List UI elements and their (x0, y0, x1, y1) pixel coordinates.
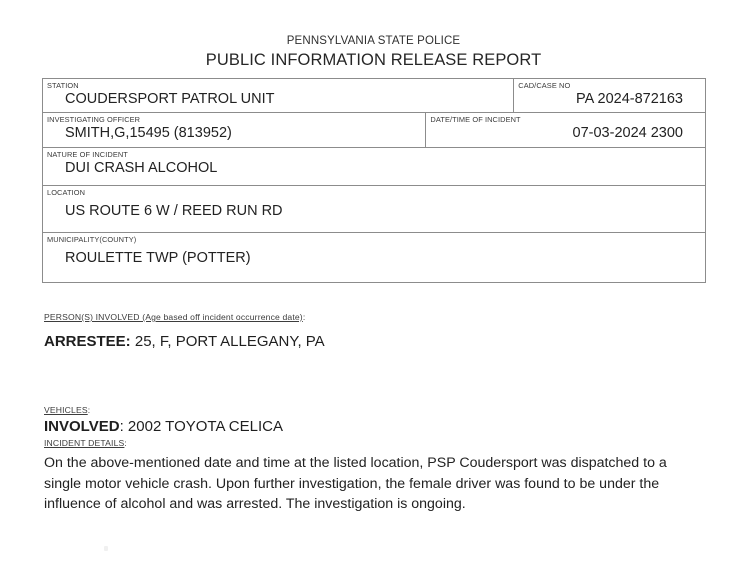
field-cad-case-no-label: CAD/CASE NO (518, 81, 571, 90)
field-nature-of-incident-label: NATURE OF INCIDENT (47, 150, 128, 159)
vehicles-label-colon: : (87, 405, 91, 415)
field-station (43, 79, 513, 112)
vehicles-section (44, 405, 283, 437)
incident-form-table (42, 78, 706, 283)
field-municipality-county-value: ROULETTE TWP (POTTER) (65, 250, 251, 266)
incident-details-section (44, 438, 704, 515)
vehicles-label-text: VEHICLES (44, 405, 88, 415)
field-date-time-of-incident-value: 07-03-2024 2300 (572, 125, 683, 141)
incident-narrative: On the above-mentioned date and time at the listed location, PSP Coudersport was dispatched to a single motor vehicle crash. Upon further investigation, the female driver was found to be under the influence of alcohol and was arrested. The investigation is ongoing. (44, 455, 667, 512)
persons-involved-label-text: PERSON(S) INVOLVED (Age based off incident occurrence date) (44, 312, 303, 322)
field-date-time-of-incident-label: DATE/TIME OF INCIDENT (430, 115, 521, 124)
vehicles-label (44, 405, 283, 416)
field-location-label: LOCATION (47, 188, 86, 197)
field-station-label: STATION (47, 81, 79, 90)
form-row-municipality (43, 233, 705, 282)
vehicle-role: INVOLVED (44, 418, 120, 435)
agency-name: PENNSYLVANIA STATE POLICE (286, 35, 461, 47)
field-nature-of-incident-value: DUI CRASH ALCOHOL (65, 160, 218, 176)
vehicle-detail: : 2002 TOYOTA CELICA (119, 418, 283, 435)
incident-details-label-colon: : (124, 438, 127, 448)
field-investigating-officer (43, 113, 425, 147)
arrestee-role: ARRESTEE: (44, 333, 131, 350)
field-nature-of-incident (43, 148, 705, 185)
field-cad-case-no-value: PA 2024-872163 (576, 91, 683, 107)
document-header (0, 34, 747, 70)
field-investigating-officer-value: SMITH,G,15495 (813952) (65, 125, 232, 141)
arrestee-entry (44, 332, 325, 352)
form-row-station (43, 79, 705, 113)
field-municipality-county (43, 233, 705, 282)
persons-involved-label (44, 312, 325, 323)
arrestee-detail: 25, F, PORT ALLEGANY, PA (130, 333, 325, 350)
page-title: PUBLIC INFORMATION RELEASE REPORT (205, 51, 542, 69)
field-location-value: US ROUTE 6 W / REED RUN RD (65, 203, 283, 219)
field-date-time-of-incident (425, 113, 705, 147)
incident-details-label-text: INCIDENT DETAILS (44, 438, 125, 448)
form-row-location (43, 186, 705, 233)
field-station-value: COUDERSPORT PATROL UNIT (65, 91, 275, 107)
field-investigating-officer-label: INVESTIGATING OFFICER (47, 115, 141, 124)
scan-artifact (104, 546, 108, 551)
incident-details-label (44, 438, 704, 449)
persons-involved-label-colon: : (302, 312, 306, 322)
vehicle-entry (44, 417, 283, 437)
persons-involved-section (44, 312, 325, 352)
field-cad-case-no (513, 79, 705, 112)
form-row-officer (43, 113, 705, 148)
field-location (43, 186, 705, 232)
field-municipality-county-label: MUNICIPALITY(COUNTY) (47, 235, 137, 244)
form-row-nature (43, 148, 705, 186)
